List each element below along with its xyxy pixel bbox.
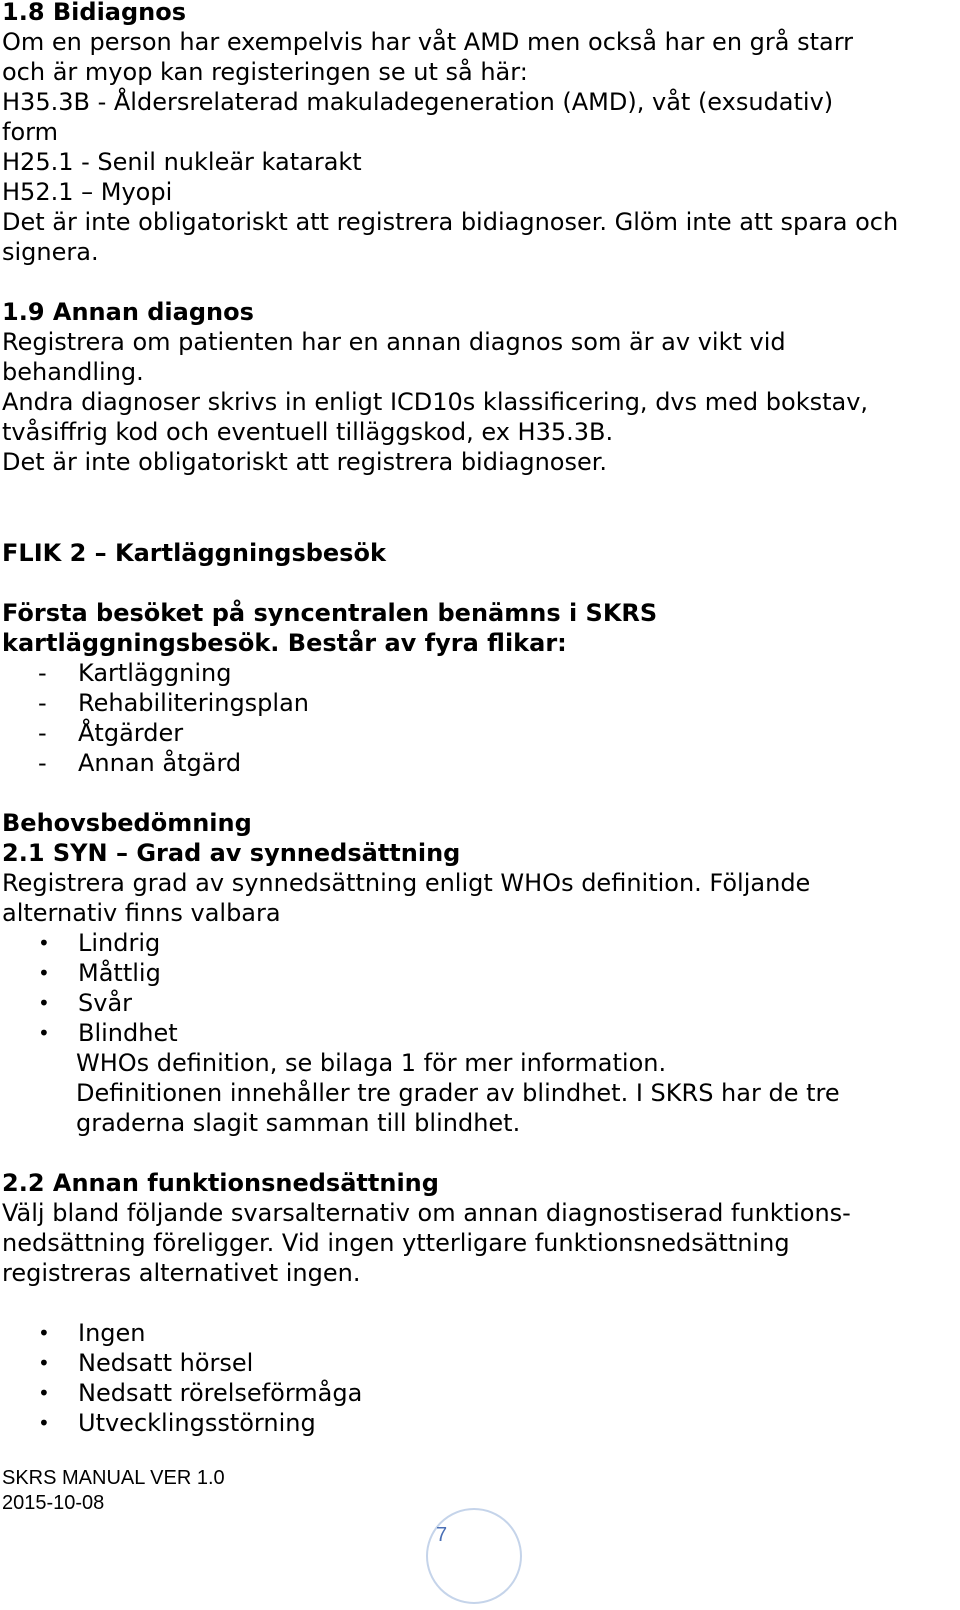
list-item-text: Måttlig [78, 959, 161, 987]
paragraph-line: H52.1 – Myopi [2, 178, 173, 206]
footer-date: 2015-10-08 [2, 1492, 105, 1514]
list-item-text: Utvecklingsstörning [78, 1409, 316, 1437]
paragraph-line: form [2, 118, 58, 146]
page-number: 7 [436, 1524, 448, 1546]
section-2-1-heading: 2.1 SYN – Grad av synnedsättning [2, 839, 461, 867]
flik-2-intro: Första besöket på syncentralen benämns i SKRS [2, 599, 658, 627]
paragraph-line: och är myop kan registeringen se ut så här: [2, 58, 528, 86]
list-item-text: Rehabiliteringsplan [78, 689, 309, 717]
flik-2-heading: FLIK 2 – Kartläggningsbesök [2, 539, 386, 567]
paragraph-line: signera. [2, 238, 99, 266]
dash-marker: - [38, 689, 47, 717]
paragraph-line: H25.1 - Senil nukleär katarakt [2, 148, 362, 176]
paragraph-line: Välj bland följande svarsalternativ om annan diagnostiserad funktions- [2, 1199, 851, 1227]
paragraph-line: behandling. [2, 358, 144, 386]
bullet-marker: • [38, 1351, 50, 1375]
paragraph-line: alternativ finns valbara [2, 899, 281, 927]
paragraph-line: Registrera grad av synnedsättning enligt WHOs definition. Följande [2, 869, 811, 897]
list-item-text: Åtgärder [78, 719, 184, 747]
paragraph-line: Det är inte obligatoriskt att registrera bidiagnoser. [2, 448, 608, 476]
paragraph-line: Om en person har exempelvis har våt AMD men också har en grå starr [2, 28, 854, 56]
list-item-text: Svår [78, 989, 133, 1017]
bullet-marker: • [38, 1411, 50, 1435]
paragraph-line: Det är inte obligatoriskt att registrera bidiagnoser. Glöm inte att spara och [2, 208, 899, 236]
behovsbedomning-heading: Behovsbedömning [2, 809, 252, 837]
list-item-text: Nedsatt hörsel [78, 1349, 254, 1377]
list-item-text: Blindhet [78, 1019, 178, 1047]
note-line: WHOs definition, se bilaga 1 för mer information. [76, 1049, 667, 1077]
list-item-text: Nedsatt rörelseförmåga [78, 1379, 363, 1407]
flik-2-intro: kartläggningsbesök. Består av fyra flikar: [2, 629, 567, 657]
bullet-marker: • [38, 931, 50, 955]
bullet-marker: • [38, 1021, 50, 1045]
list-item-text: Ingen [78, 1319, 146, 1347]
paragraph-line: Andra diagnoser skrivs in enligt ICD10s klassificering, dvs med bokstav, [2, 388, 869, 416]
list-item-text: Kartläggning [78, 659, 232, 687]
bullet-marker: • [38, 991, 50, 1015]
note-line: Definitionen innehåller tre grader av blindhet. I SKRS har de tre [76, 1079, 840, 1107]
paragraph-line: tvåsiffrig kod och eventuell tilläggskod, ex H35.3B. [2, 418, 614, 446]
bullet-marker: • [38, 961, 50, 985]
footer-title: SKRS MANUAL VER 1.0 [2, 1467, 225, 1489]
bullet-marker: • [38, 1381, 50, 1405]
note-line: graderna slagit samman till blindhet. [76, 1109, 521, 1137]
dash-marker: - [38, 659, 47, 687]
section-1-9-heading: 1.9 Annan diagnos [2, 298, 254, 326]
dash-marker: - [38, 719, 47, 747]
paragraph-line: registreras alternativet ingen. [2, 1259, 361, 1287]
list-item-text: Lindrig [78, 929, 161, 957]
section-2-2-heading: 2.2 Annan funktionsnedsättning [2, 1169, 439, 1197]
dash-marker: - [38, 749, 47, 777]
list-item-text: Annan åtgärd [78, 749, 242, 777]
paragraph-line: Registrera om patienten har en annan diagnos som är av vikt vid [2, 328, 786, 356]
page-number-circle [426, 1508, 522, 1604]
paragraph-line: nedsättning föreligger. Vid ingen ytterligare funktionsnedsättning [2, 1229, 790, 1257]
section-1-8-heading: 1.8 Bidiagnos [2, 0, 187, 26]
paragraph-line: H35.3B - Åldersrelaterad makuladegeneration (AMD), våt (exsudativ) [2, 88, 834, 116]
bullet-marker: • [38, 1321, 50, 1345]
